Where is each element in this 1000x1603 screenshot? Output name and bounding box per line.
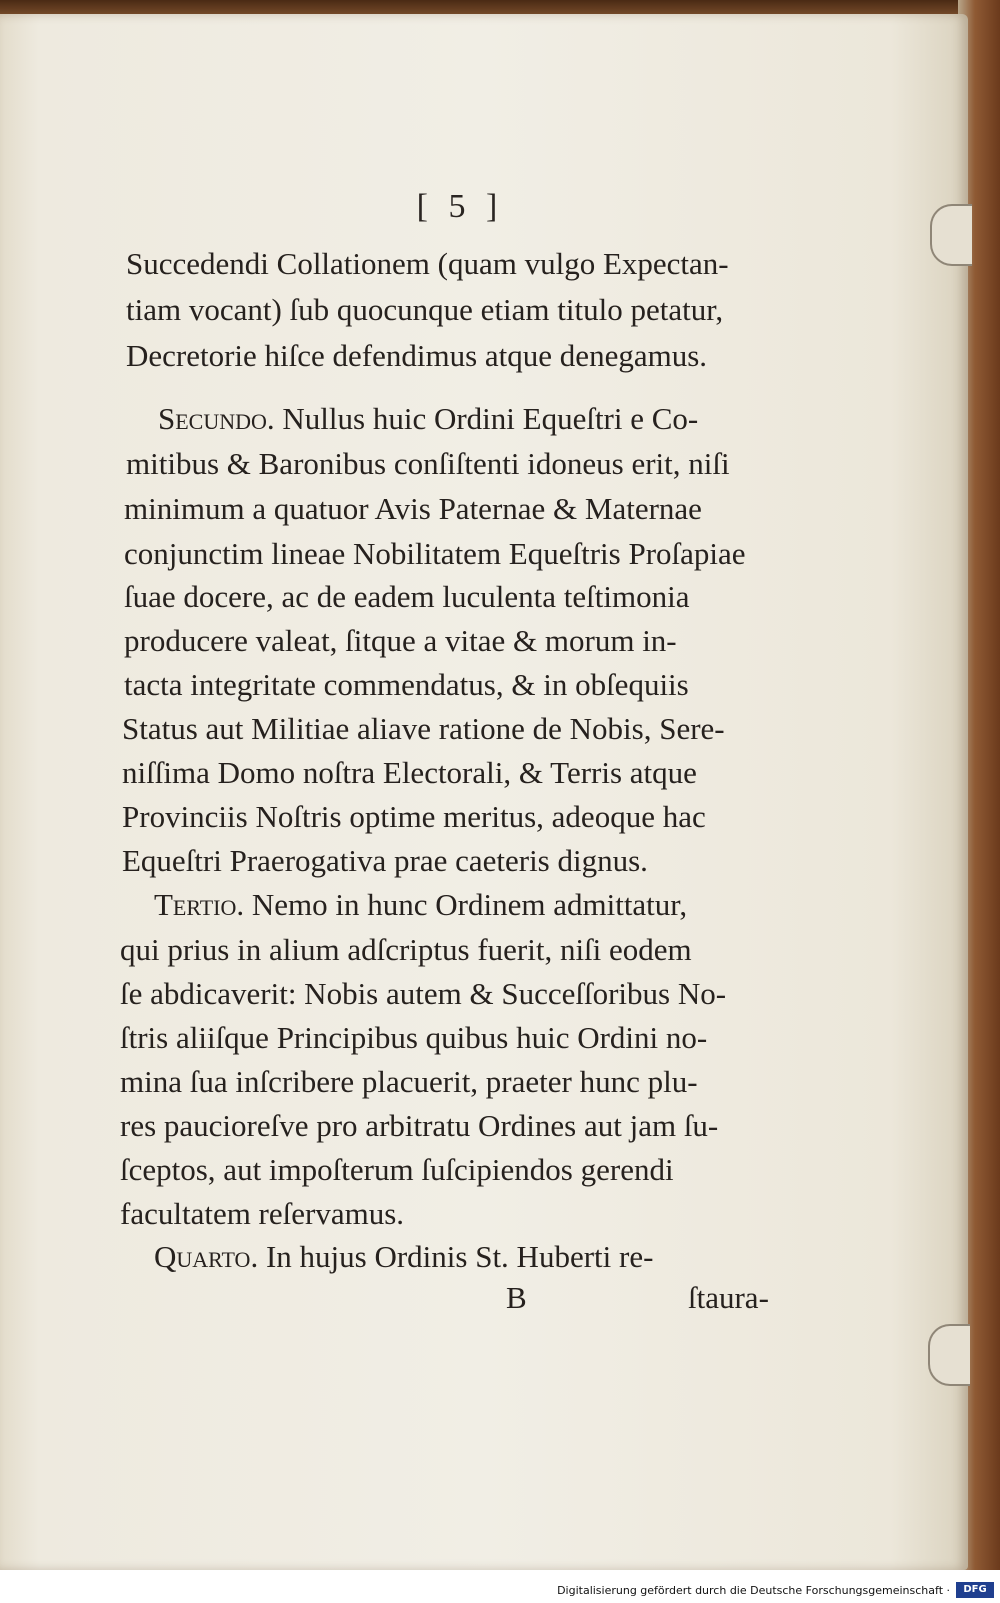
signature-mark: B bbox=[506, 1280, 527, 1315]
paragraph-lead: Tertio. bbox=[154, 887, 245, 922]
paragraph-first-line bbox=[154, 886, 687, 924]
text-line: Provinciis Noſtris optime meritus, adeoque hac bbox=[122, 799, 706, 834]
text-line: Succedendi Collationem (quam vulgo Expectan- bbox=[126, 246, 729, 281]
text-line: producere valeat, ſitque a vitae & morum in- bbox=[124, 623, 677, 658]
text-line: mina ſua inſcribere placuerit, praeter hunc plu- bbox=[120, 1064, 698, 1099]
page-tab-marker bbox=[930, 204, 972, 266]
footer-credit: Digitalisierung gefördert durch die Deutsche Forschungsgemeinschaft · bbox=[557, 1584, 950, 1597]
paragraph-lead: Quarto. bbox=[154, 1239, 259, 1274]
paragraph-first-line bbox=[154, 1238, 653, 1276]
text-line: tacta integritate commendatus, & in obſequiis bbox=[124, 667, 689, 702]
dfg-logo: DFG bbox=[956, 1582, 994, 1598]
text-line: conjunctim lineae Nobilitatem Equeſtris Proſapiae bbox=[124, 536, 746, 571]
text-line: Nullus huic Ordini Equeſtri e Co- bbox=[282, 401, 699, 436]
text-line: qui prius in alium adſcriptus fuerit, niſi eodem bbox=[120, 932, 692, 967]
text-line: minimum a quatuor Avis Paternae & Maternae bbox=[124, 491, 702, 526]
footer-bar bbox=[0, 1570, 1000, 1603]
text-line: res paucioreſve pro arbitratu Ordines aut jam ſu- bbox=[120, 1108, 719, 1143]
text-line: ſe abdicaverit: Nobis autem & Succeſſoribus No- bbox=[120, 976, 727, 1011]
text-line: Decretorie hiſce defendimus atque denegamus. bbox=[126, 338, 708, 373]
text-line: ſuae docere, ac de eadem luculenta teſtimonia bbox=[124, 579, 690, 614]
catchword: ſtaura- bbox=[688, 1280, 769, 1315]
text-line: Equeſtri Praerogativa prae caeteris dignus. bbox=[122, 843, 648, 878]
text-line: Status aut Militiae aliave ratione de Nobis, Sere- bbox=[122, 711, 725, 746]
text-line: mitibus & Baronibus conſiſtenti idoneus erit, niſi bbox=[126, 446, 730, 481]
text-line: Nemo in hunc Ordinem admittatur, bbox=[251, 887, 688, 922]
page-number: [ 5 ] bbox=[416, 188, 504, 225]
paragraph-lead: Secundo. bbox=[158, 401, 275, 436]
page-tab-marker bbox=[928, 1324, 970, 1386]
text-line: ſtris aliiſque Principibus quibus huic Ordini no- bbox=[120, 1020, 708, 1055]
text-line: facultatem reſervamus. bbox=[120, 1196, 405, 1231]
text-line: tiam vocant) ſub quocunque etiam titulo petatur, bbox=[126, 292, 724, 327]
text-line: In hujus Ordinis St. Huberti re- bbox=[265, 1239, 654, 1274]
text-line: ſceptos, aut impoſterum ſuſcipiendos gerendi bbox=[120, 1152, 674, 1187]
text-line: niſſima Domo noſtra Electorali, & Terris atque bbox=[122, 755, 697, 790]
paragraph-first-line bbox=[158, 400, 698, 438]
